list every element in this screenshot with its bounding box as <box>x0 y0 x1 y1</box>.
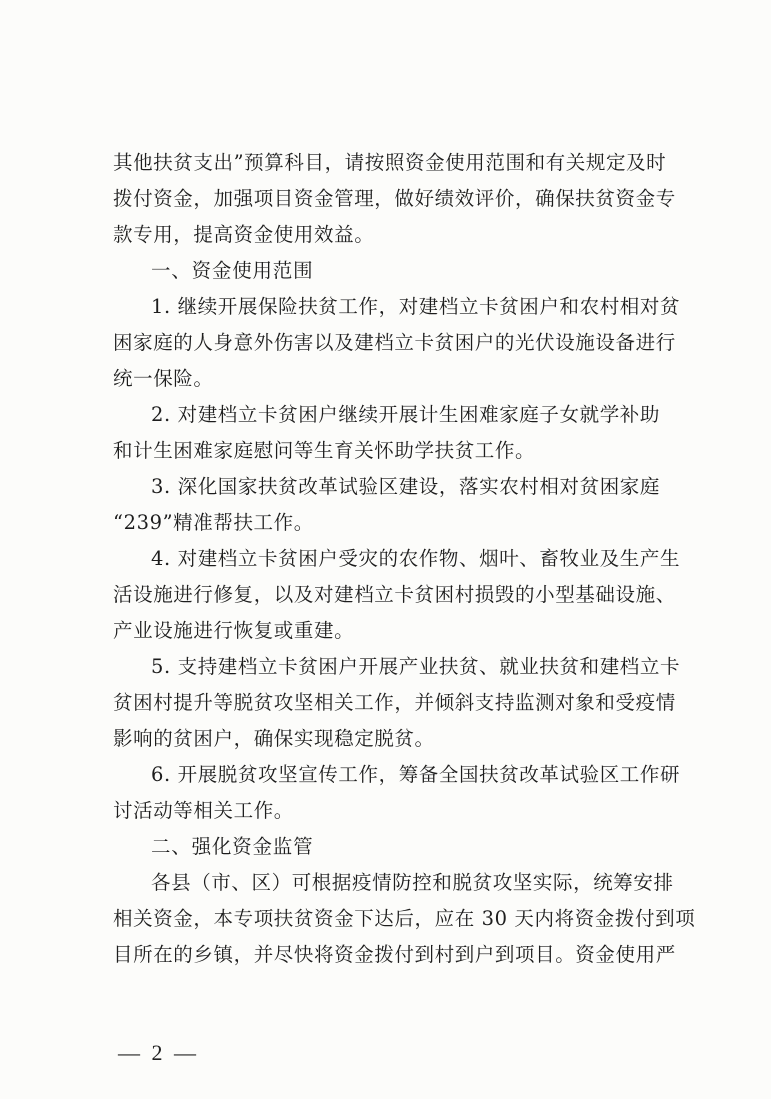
body-line: 目所在的乡镇，并尽快将资金拨付到村到户到项目。资金使用严 <box>113 943 676 966</box>
section-heading-fund-supervision: 二、强化资金监管 <box>151 835 314 858</box>
body-line: 1. 继续开展保险扶贫工作，对建档立卡贫困户和农村相对贫 <box>151 295 681 318</box>
body-line: 困家庭的人身意外伤害以及建档立卡贫困户的光伏设施设备进行 <box>113 331 676 354</box>
body-line: 各县（市、区）可根据疫情防控和脱贫攻坚实际，统筹安排 <box>151 871 674 894</box>
body-line: 3. 深化国家扶贫改革试验区建设，落实农村相对贫困家庭 <box>151 475 661 498</box>
body-line: 6. 开展脱贫攻坚宣传工作，筹备全国扶贫改革试验区工作研 <box>151 763 681 786</box>
body-line: 统一保险。 <box>113 367 214 390</box>
page-number: — 2 — <box>118 1040 199 1065</box>
body-line: “239”精准帮扶工作。 <box>113 511 314 534</box>
body-line: 款专用，提高资金使用效益。 <box>113 223 375 246</box>
body-line: 贫困村提升等脱贫攻坚相关工作，并倾斜支持监测对象和受疫情 <box>113 691 676 714</box>
body-line: 产业设施进行恢复或重建。 <box>113 619 355 642</box>
body-line: 影响的贫困户，确保实现稳定脱贫。 <box>113 727 435 750</box>
body-line: 5. 支持建档立卡贫困户开展产业扶贫、就业扶贫和建档立卡 <box>151 655 681 678</box>
body-line: 拨付资金，加强项目资金管理，做好绩效评价，确保扶贫资金专 <box>113 187 676 210</box>
body-line: 活设施进行修复，以及对建档立卡贫困村损毁的小型基础设施、 <box>113 583 676 606</box>
body-line: 其他扶贫支出”预算科目，请按照资金使用范围和有关规定及时 <box>113 151 667 174</box>
body-line: 2. 对建档立卡贫困户继续开展计生困难家庭子女就学补助 <box>151 403 661 426</box>
body-line: 相关资金，本专项扶贫资金下达后，应在 30 天内将资金拨付到项 <box>113 907 696 930</box>
document-body <box>113 145 703 973</box>
body-line: 讨活动等相关工作。 <box>113 799 294 822</box>
body-line: 4. 对建档立卡贫困户受灾的农作物、烟叶、畜牧业及生产生 <box>151 547 681 570</box>
body-line: 和计生困难家庭慰问等生育关怀助学扶贫工作。 <box>113 439 536 462</box>
section-heading-fund-usage: 一、资金使用范围 <box>151 259 314 282</box>
